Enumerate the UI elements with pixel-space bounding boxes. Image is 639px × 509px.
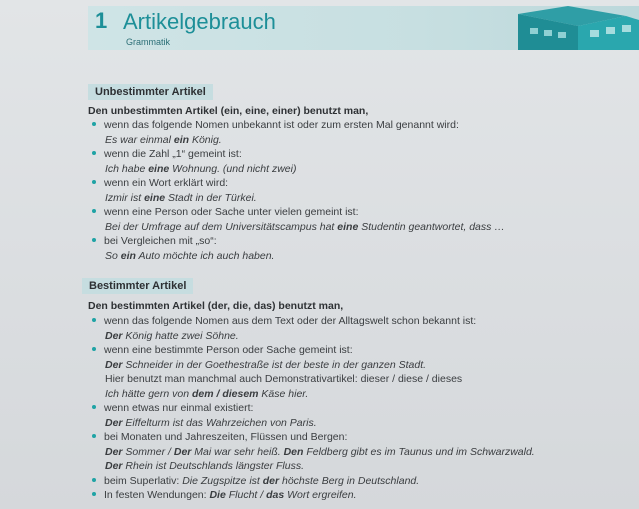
bullet-dot-icon <box>92 478 96 482</box>
example-line <box>105 387 308 401</box>
bullet-dot-icon <box>92 209 96 213</box>
bullet-item <box>92 147 242 161</box>
article-emphasis: das <box>266 489 285 501</box>
article-emphasis: eine <box>144 191 166 204</box>
bullet-dot-icon <box>92 180 96 184</box>
article-emphasis: dem / diesem <box>191 387 259 400</box>
example-text: Studentin geantwortet, dass … <box>358 220 505 233</box>
example-text: Eiffelturm ist das Wahrzeichen von Paris. <box>122 416 317 429</box>
article-emphasis: der <box>262 474 280 487</box>
example-text: Es war einmal <box>105 133 174 146</box>
example-text: Schneider in der Goethestraße ist der beste in der ganzen Stadt. <box>122 358 427 371</box>
article-emphasis: Die <box>209 489 226 501</box>
explanation-line <box>105 372 462 386</box>
example-text: Wohnung. (und nicht zwei) <box>169 162 297 175</box>
example-text: Bei der Umfrage auf dem Universitätscampus hat <box>105 220 338 233</box>
bullet-item <box>92 488 357 502</box>
chapter-number: 1 <box>95 8 108 33</box>
bullet-text: wenn das folgende Nomen unbekannt ist oder zum ersten Mal genannt wird: <box>104 119 459 131</box>
inline-example <box>209 489 356 501</box>
bullet-item <box>92 314 476 328</box>
example-text: Rhein ist Deutschlands längster Fluss. <box>122 460 305 472</box>
example-line <box>105 459 304 473</box>
example-text: So <box>105 249 121 262</box>
bullet-text: wenn etwas nur einmal existiert: <box>104 402 254 414</box>
example-text: Stadt in der Türkei. <box>165 191 257 204</box>
bullet-text: wenn die Zahl „1“ gemeint ist: <box>104 148 242 160</box>
example-line <box>105 358 426 372</box>
inline-example <box>182 475 419 487</box>
example-text: Käse hier. <box>258 387 309 400</box>
chapter-subtitle: Grammatik <box>126 37 171 47</box>
chapter-title: Artikelgebrauch <box>123 9 276 34</box>
section-label-bestimmter-artikel: Bestimmter Artikel <box>82 278 193 294</box>
example-text: Flucht / <box>225 489 267 501</box>
article-emphasis: Der <box>105 329 123 342</box>
bullet-dot-icon <box>92 122 96 126</box>
article-emphasis: Der <box>173 445 192 458</box>
example-line <box>105 416 317 430</box>
article-emphasis: ein <box>173 133 190 146</box>
bullet-dot-icon <box>92 492 96 496</box>
example-line <box>105 445 535 459</box>
example-text: König. <box>189 133 222 146</box>
bullet-item <box>92 205 359 219</box>
decorative-cubes-graphic <box>508 6 639 50</box>
bullet-dot-icon <box>92 434 96 438</box>
article-emphasis: ein <box>120 249 136 262</box>
bullet-item <box>92 343 353 357</box>
bullet-text: bei Monaten und Jahreszeiten, Flüssen und Bergen: <box>104 431 348 443</box>
bullet-item <box>92 401 253 415</box>
example-line <box>105 191 257 205</box>
example-text: Die Zugspitze ist <box>182 474 263 487</box>
bullet-item <box>92 234 217 248</box>
example-text: höchste Berg in Deutschland. <box>279 474 420 487</box>
example-text: Wort ergreifen. <box>284 489 357 501</box>
section-label-unbestimmter-artikel: Unbestimmter Artikel <box>88 84 213 100</box>
bullet-text: bei Vergleichen mit „so“: <box>104 235 217 247</box>
bullet-text: wenn ein Wort erklärt wird: <box>104 177 229 189</box>
bullet-dot-icon <box>92 405 96 409</box>
bullet-dot-icon <box>92 347 96 351</box>
example-line <box>105 220 505 234</box>
bullet-text: wenn das folgende Nomen aus dem Text oder der Alltagswelt schon bekannt ist: <box>104 315 477 327</box>
bullet-dot-icon <box>92 151 96 155</box>
example-text: Hier benutzt man manchmal auch Demonstrativartikel: dieser / diese / dieses <box>105 373 463 385</box>
example-line <box>105 329 239 343</box>
bullet-text: wenn eine bestimmte Person oder Sache gemeint ist: <box>104 344 353 356</box>
bullet-text: beim Superlativ: <box>104 474 183 487</box>
example-line <box>105 162 296 176</box>
article-emphasis: Der <box>105 460 123 472</box>
example-text: König hatte zwei Söhne. <box>122 329 239 342</box>
example-text: Sommer / <box>122 445 174 458</box>
bullet-dot-icon <box>92 238 96 242</box>
article-emphasis: Der <box>105 416 123 429</box>
article-emphasis: eine <box>148 162 170 175</box>
example-text: Mai war sehr heiß. <box>191 445 284 458</box>
article-emphasis: eine <box>337 220 359 233</box>
bullet-item <box>92 118 459 132</box>
example-text: Auto möchte ich auch haben. <box>135 249 275 262</box>
example-text: Izmir ist <box>105 191 145 204</box>
article-emphasis: Den <box>283 445 304 458</box>
section-intro: Den unbestimmten Artikel (ein, eine, einer) benutzt man, <box>88 105 369 117</box>
bullet-text: In festen Wendungen: <box>104 489 210 501</box>
example-text: Feldberg gibt es im Taunus und im Schwarzwald. <box>303 445 535 458</box>
example-line <box>105 133 222 147</box>
section-intro: Den bestimmten Artikel (der, die, das) benutzt man, <box>88 300 344 312</box>
bullet-dot-icon <box>92 318 96 322</box>
example-line <box>105 249 274 263</box>
article-emphasis: Der <box>105 358 123 371</box>
example-text: Ich habe <box>105 162 149 175</box>
bullet-item <box>92 176 228 190</box>
example-text: Ich hätte gern von <box>105 387 192 400</box>
bullet-item <box>92 474 419 488</box>
bullet-item <box>92 430 347 444</box>
bullet-text: wenn eine Person oder Sache unter vielen gemeint ist: <box>104 206 359 218</box>
article-emphasis: Der <box>105 445 123 458</box>
